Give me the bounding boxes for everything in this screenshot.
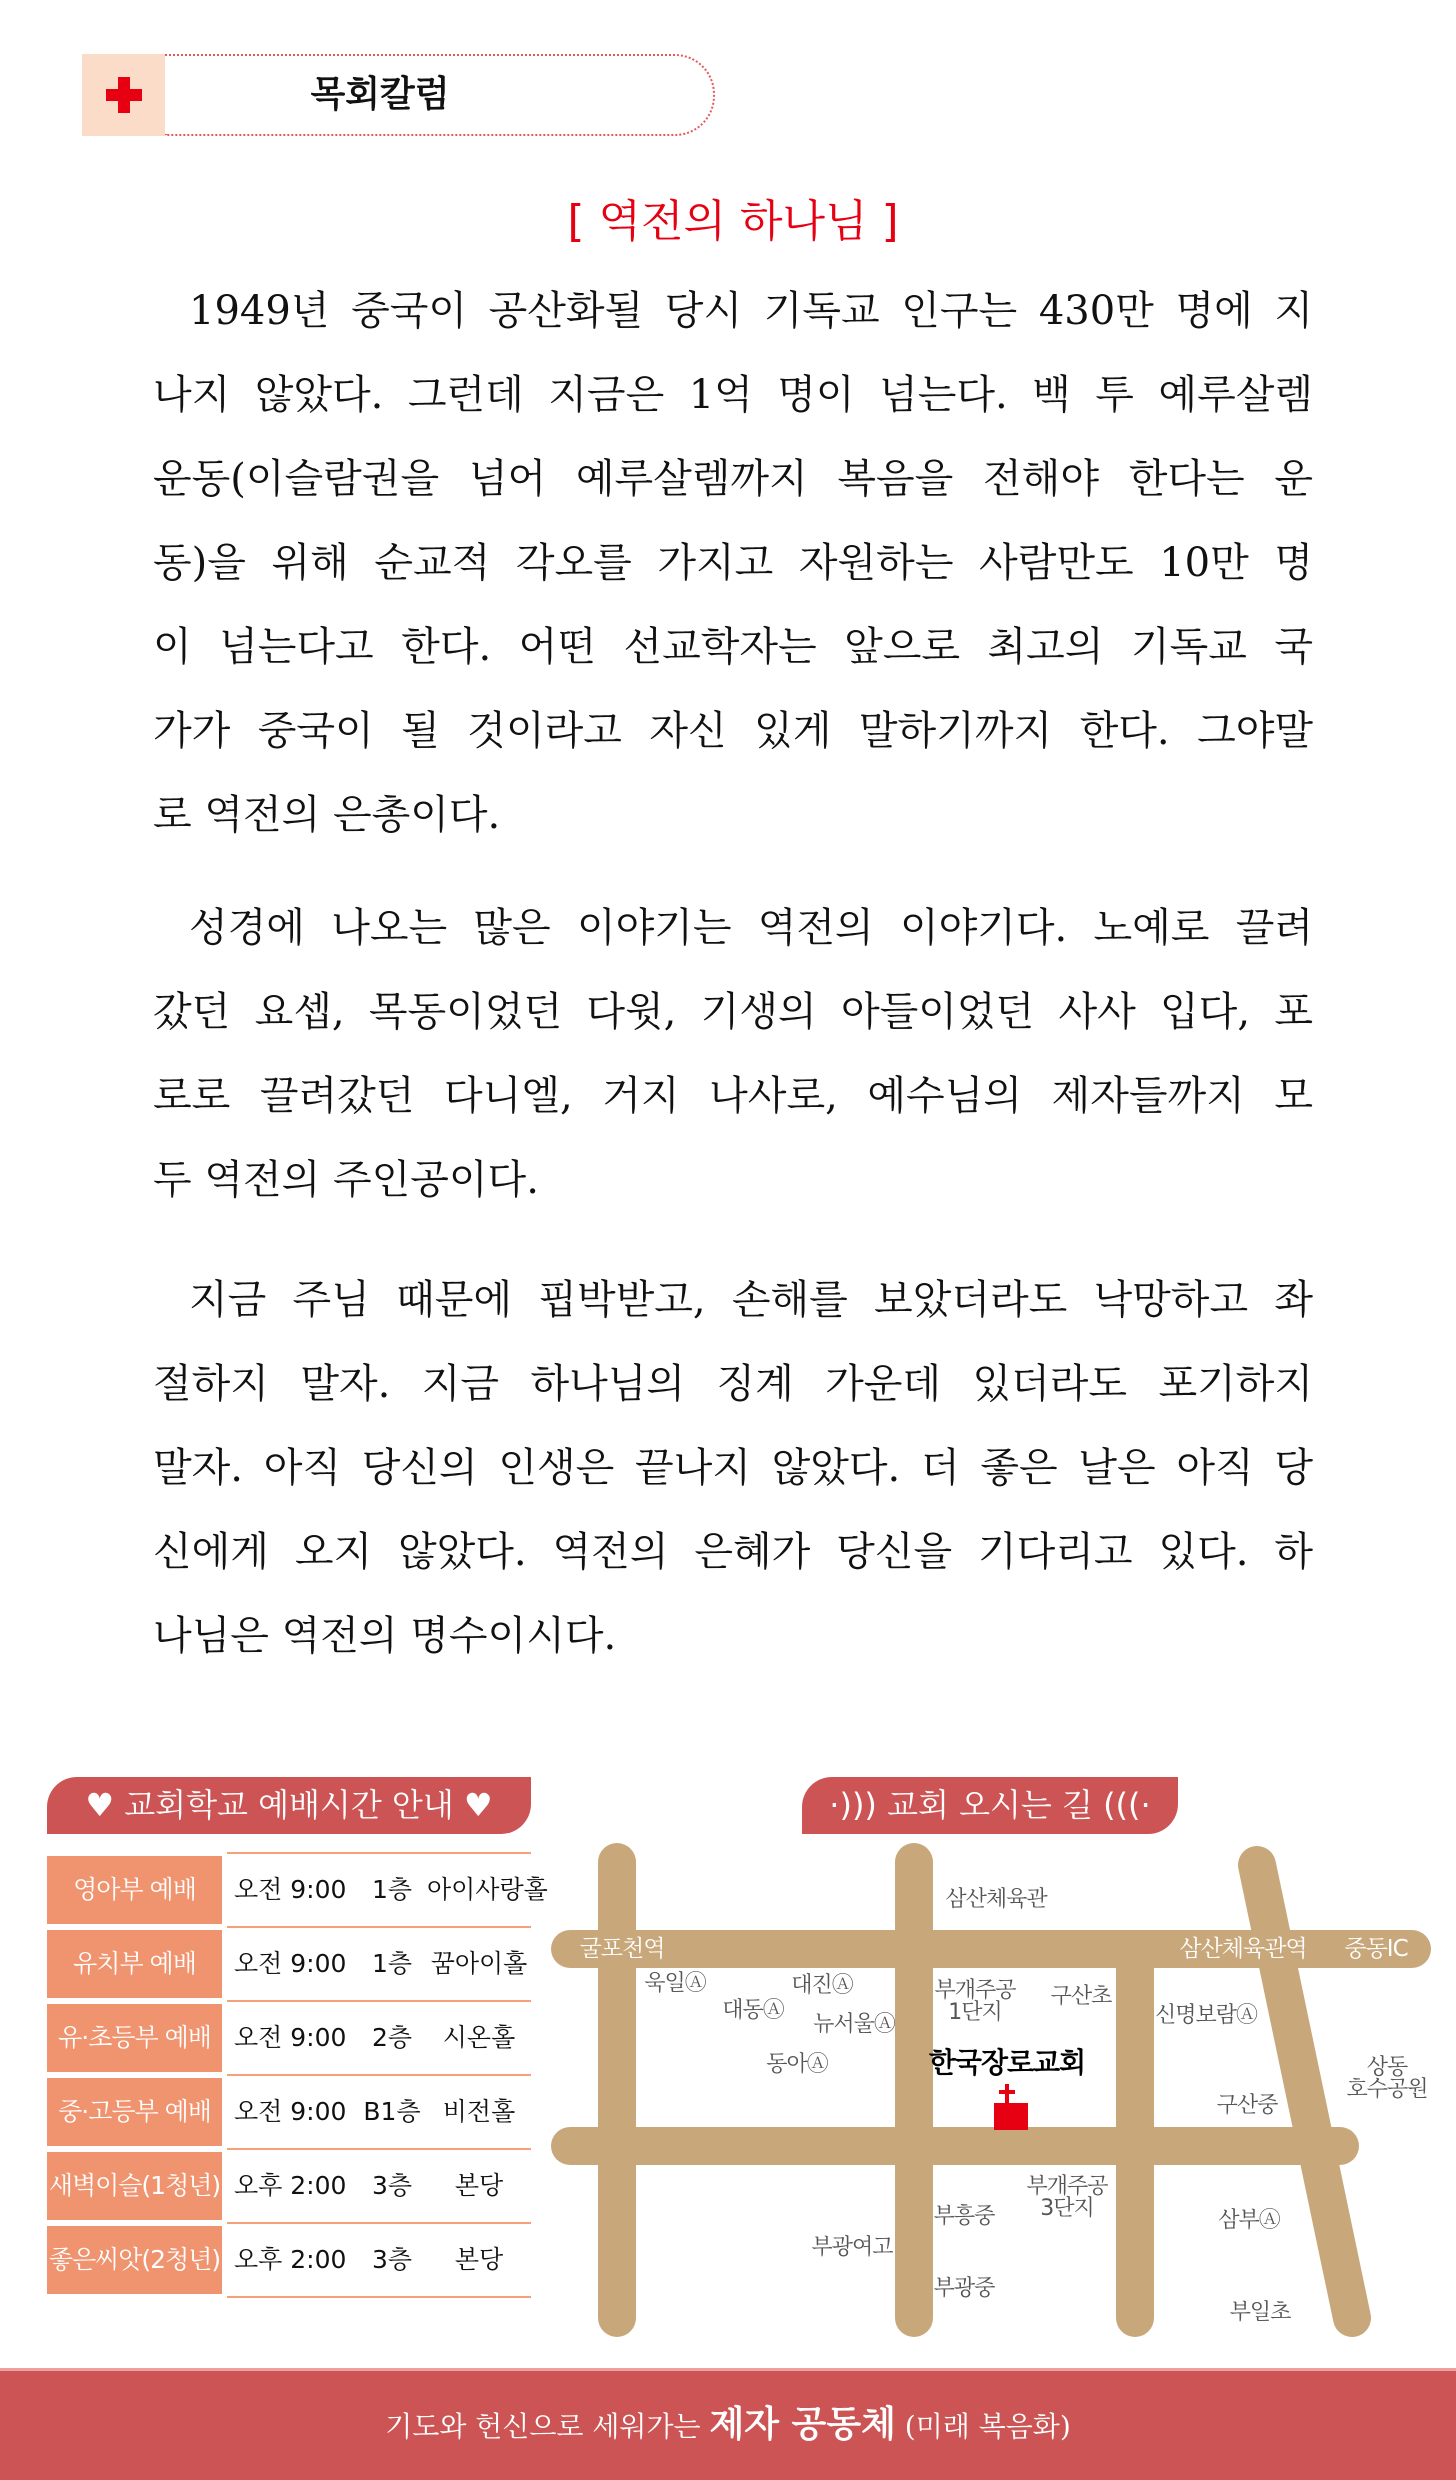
row-divider bbox=[227, 1926, 531, 1928]
schedule-row bbox=[47, 1856, 548, 1930]
section-title: 목회칼럼 bbox=[310, 74, 450, 115]
row-divider bbox=[227, 2000, 531, 2002]
schedule-row bbox=[47, 2152, 531, 2226]
landmark-label: 뉴서울Ⓐ bbox=[813, 2012, 895, 2037]
floor-cell: 3층 bbox=[371, 2245, 413, 2274]
text-line: 나님은 역전의 명수이시다. bbox=[153, 1613, 617, 1659]
landmark-label: 구산초 bbox=[1050, 1984, 1112, 2009]
schedule-row bbox=[47, 2078, 531, 2152]
hall-cell: 비전홀 bbox=[442, 2097, 516, 2126]
department-label: 새벽이슬(1청년) bbox=[47, 2152, 222, 2220]
hall-cell: 아이사랑홀 bbox=[427, 1875, 548, 1904]
directions-title: ·))) 교회 오시는 길 (((· bbox=[802, 1777, 1178, 1834]
time-cell: 오후 2:00 bbox=[234, 2171, 347, 2200]
schedule-table bbox=[47, 1856, 548, 2300]
footer-prefix: 기도와 헌신으로 세워가는 bbox=[385, 2410, 710, 2443]
text-line: 지금 주님 때문에 핍박받고, 손해를 보았더라도 낙망하고 좌 bbox=[189, 1277, 1313, 1323]
floor-cell: 1층 bbox=[371, 1875, 413, 1904]
row-divider bbox=[227, 2074, 531, 2076]
landmark-label: 부일초 bbox=[1229, 2300, 1291, 2325]
paragraph bbox=[153, 886, 1313, 1222]
text-line: 말자. 아직 당신의 인생은 끝나지 않았다. 더 좋은 날은 아직 당 bbox=[153, 1445, 1313, 1491]
schedule-title: ♥ 교회학교 예배시간 안내 ♥ bbox=[47, 1777, 531, 1834]
column-header bbox=[82, 54, 715, 136]
row-divider bbox=[227, 2222, 531, 2224]
church-marker-icon bbox=[994, 2084, 1028, 2130]
footer-emphasis: 제자 공동체 bbox=[709, 2403, 896, 2445]
footer-banner bbox=[0, 2368, 1456, 2480]
landmark-label: 삼산체육관 bbox=[945, 1887, 1047, 1912]
cross-badge bbox=[82, 54, 165, 136]
text-line: 로 역전의 은총이다. bbox=[153, 792, 501, 838]
time-cell: 오전 9:00 bbox=[234, 1875, 347, 1904]
row-divider bbox=[227, 2296, 531, 2298]
paragraph bbox=[153, 269, 1313, 857]
paragraph bbox=[153, 1258, 1313, 1678]
text-line: 갔던 요셉, 목동이었던 다윗, 기생의 아들이었던 사사 입다, 포 bbox=[153, 989, 1313, 1035]
text-line: 성경에 나오는 많은 이야기는 역전의 이야기다. 노예로 끌려 bbox=[189, 905, 1313, 951]
church-label: 한국장로교회 bbox=[928, 2046, 1086, 2079]
row-divider bbox=[227, 2148, 531, 2150]
floor-cell: 2층 bbox=[371, 2023, 413, 2052]
landmark-label: 부광여고 bbox=[811, 2235, 893, 2260]
hall-cell: 본당 bbox=[454, 2245, 504, 2274]
floor-cell: 3층 bbox=[371, 2171, 413, 2200]
cross-icon bbox=[106, 77, 142, 113]
text-line: 두 역전의 주인공이다. bbox=[153, 1157, 539, 1203]
directions-map bbox=[540, 1840, 1456, 2350]
landmark-label: 신명보람Ⓐ bbox=[1154, 2003, 1258, 2028]
article-title: [ 역전의 하나님 ] bbox=[567, 196, 899, 247]
road-map bbox=[540, 1840, 1456, 2350]
landmark-label: 부개주공 1단지 bbox=[934, 1978, 1016, 2025]
landmark-label: 동아Ⓐ bbox=[766, 2052, 828, 2077]
time-cell: 오전 9:00 bbox=[234, 1949, 347, 1978]
floor-cell: 1층 bbox=[371, 1949, 413, 1978]
landmark-label: 부개주공 3단지 bbox=[1026, 2174, 1108, 2221]
hall-cell: 본당 bbox=[454, 2171, 504, 2200]
landmark-label: 삼부Ⓐ bbox=[1218, 2208, 1280, 2233]
landmark-label: 부흥중 bbox=[933, 2204, 995, 2229]
time-cell: 오전 9:00 bbox=[234, 2097, 347, 2126]
schedule-row bbox=[47, 1930, 531, 2004]
time-cell: 오전 9:00 bbox=[234, 2023, 347, 2052]
department-label: 유치부 예배 bbox=[47, 1930, 222, 1998]
landmark-label: 부광중 bbox=[933, 2276, 995, 2301]
hall-cell: 시온홀 bbox=[442, 2023, 516, 2052]
text-line: 1949년 중국이 공산화될 당시 기독교 인구는 430만 명에 지 bbox=[189, 288, 1313, 334]
footer-suffix: (미래 복음화) bbox=[895, 2410, 1071, 2443]
text-line: 가가 중국이 될 것이라고 자신 있게 말하기까지 한다. 그야말 bbox=[153, 708, 1313, 754]
text-line: 로로 끌려갔던 다니엘, 거지 나사로, 예수님의 제자들까지 모 bbox=[153, 1073, 1313, 1119]
landmark-label: 상동 호수공원 bbox=[1346, 2055, 1428, 2102]
department-label: 좋은씨앗(2청년) bbox=[47, 2226, 222, 2294]
station-label: 중동IC bbox=[1344, 1936, 1408, 1962]
landmark-label: 대진Ⓐ bbox=[791, 1973, 853, 1998]
schedule-row bbox=[47, 2004, 531, 2078]
text-line: 신에게 오지 않았다. 역전의 은혜가 당신을 기다리고 있다. 하 bbox=[153, 1529, 1313, 1575]
time-cell: 오후 2:00 bbox=[234, 2245, 347, 2274]
text-line: 절하지 말자. 지금 하나님의 징계 가운데 있더라도 포기하지 bbox=[153, 1361, 1313, 1407]
text-line: 이 넘는다고 한다. 어떤 선교학자는 앞으로 최고의 기독교 국 bbox=[153, 624, 1313, 670]
landmark-label: 대동Ⓐ bbox=[722, 1998, 784, 2023]
station-label: 굴포천역 bbox=[579, 1936, 665, 1962]
department-label: 중·고등부 예배 bbox=[47, 2078, 222, 2146]
department-label: 유·초등부 예배 bbox=[47, 2004, 222, 2072]
landmark-label: 욱일Ⓐ bbox=[644, 1971, 706, 1996]
schedule-row bbox=[47, 2226, 531, 2300]
text-line: 나지 않았다. 그런데 지금은 1억 명이 넘는다. 백 투 예루살렘 bbox=[153, 372, 1313, 418]
department-label: 영아부 예배 bbox=[47, 1856, 222, 1924]
floor-cell: B1층 bbox=[363, 2097, 421, 2126]
text-line: 운동(이슬람권을 넘어 예루살렘까지 복음을 전해야 한다는 운 bbox=[153, 456, 1313, 502]
text-line: 동)을 위해 순교적 각오를 가지고 자원하는 사람만도 10만 명 bbox=[153, 540, 1313, 586]
hall-cell: 꿈아이홀 bbox=[430, 1949, 528, 1978]
landmark-label: 구산중 bbox=[1216, 2093, 1278, 2118]
station-label: 삼산체육관역 bbox=[1179, 1936, 1307, 1962]
